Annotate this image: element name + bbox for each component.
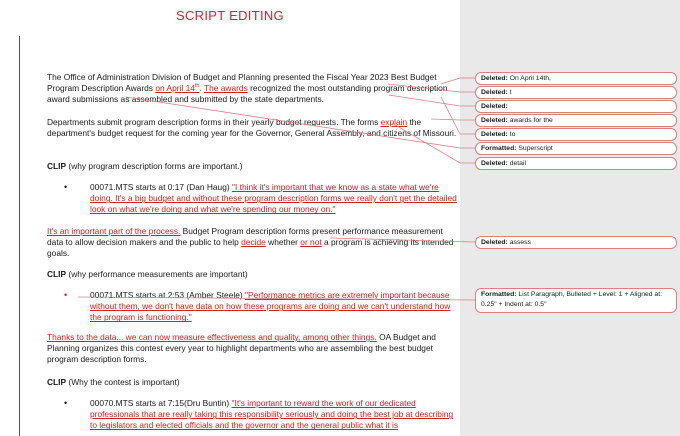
- bullet-icon: •: [64, 182, 68, 192]
- insertion-quote-dru-buntin: "It's important to reward the work of our dedicated professionals that are really taking this responsibility seriously and doing the best job at describing to legislators and elected officials and the governor and the general public what it is: [90, 398, 454, 431]
- change-bar: [19, 36, 20, 436]
- paragraph-2[interactable]: [47, 117, 459, 139]
- revision-balloon[interactable]: Deleted: awards for the: [475, 114, 677, 127]
- text-run: recognized the most outstanding program description award submissions as assembled and submitted by the state departments.: [47, 83, 448, 105]
- insertion-explain: explain: [380, 117, 408, 127]
- text-run: the department's budget request for the coming year for the Governor, General Assembly, and citizens of Missouri.: [47, 117, 457, 139]
- clip-heading-3[interactable]: CLIP (Why the contest is important): [47, 377, 180, 387]
- text-run: The: [47, 72, 64, 82]
- document-title: SCRIPT EDITING: [176, 8, 284, 23]
- insertion-quote-amber-steele: "Performance metrics are extremely important because without them, we don't have data on how these programs are doing and we can't understand how the program is functioning.": [90, 290, 451, 323]
- insertion-quote-dan-haug: "I think it's important that we know as a state what we're doing. It's a big budget and without these program description forms we really don't get the detailed look on what we're doing and what we're spending our money on.": [90, 182, 457, 215]
- bullet-item-1[interactable]: 00071.MTS starts at 0:17 (Dan Haug) "I think it's important that we know as a state what we're doing. It's a big budget and without these program description forms we really don't get the detailed look on what we're doing and what we're spending our money on.": [90, 182, 457, 215]
- revision-balloon[interactable]: Deleted: t: [475, 86, 677, 99]
- clip-heading-2[interactable]: CLIP (why performance measurements are important): [47, 269, 248, 279]
- text-run: Office of Administration Division of Budget and Planning presented the: [63, 72, 327, 82]
- paragraph-1[interactable]: [47, 72, 459, 106]
- revision-balloon[interactable]: Formatted: Superscript: [475, 142, 677, 155]
- bullet-item-2[interactable]: 00071.MTS starts at 2:53 (Amber Steele) "Performance metrics are extremely important because without them, we don't have data on how these programs are doing and we can't understand how the program is functioning.": [90, 290, 451, 323]
- bullet-icon: •: [64, 398, 68, 408]
- paragraph-4[interactable]: Thanks to the data... we can now measure effectiveness and quality, among other things. OA Budget and Planning organizes this contest every year to highlight departments who are assembling the best budget program description forms.: [47, 332, 436, 365]
- revision-balloon-formatting[interactable]: Formatted: List Paragraph, Bulleted + Level: 1 + Aligned at: 0.25" + Indent at: 0.5": [475, 288, 677, 313]
- revision-balloon[interactable]: Deleted: assess: [475, 236, 677, 249]
- insertion-decide: decide: [241, 237, 266, 248]
- insertion-or-not: or not: [300, 237, 322, 248]
- revision-balloon[interactable]: Deleted:: [475, 100, 677, 113]
- revision-balloon[interactable]: Deleted: detail: [475, 157, 677, 170]
- revision-balloon[interactable]: Deleted: On April 14th,: [475, 72, 677, 85]
- insertion-important-part: It's an important part of the process.: [47, 226, 181, 236]
- text-run: Departments submit program description forms in their yearly budget requests. The forms: [47, 117, 381, 127]
- insertion-thanks-to-data: Thanks to the data... we can now measure effectiveness and quality, among other things.: [47, 332, 377, 342]
- bullet-item-3[interactable]: 00070.MTS starts at 7:15(Dru Buntin) "It's important to reward the work of our dedicated professionals that are really taking this responsibility seriously and doing the best job at describing to legislators and elected officials and the governor and the general public what it is: [90, 398, 454, 431]
- paragraph-3[interactable]: It's an important part of the process. Budget Program description forms present performance measurement data to allow decision makers and the public to help decide whether or not a program is achieving its intended goals.: [47, 226, 454, 259]
- text-run: .: [199, 83, 204, 94]
- insertion-on-april: on April 14th: [155, 83, 200, 94]
- bullet-icon: •: [64, 290, 68, 300]
- clip-heading-1[interactable]: CLIP (why program description forms are important.): [47, 161, 243, 171]
- markup-pane: [460, 0, 680, 436]
- text-run: Fiscal Year 2023 Best Budget Program Description Awards: [47, 72, 437, 94]
- revision-balloon[interactable]: Deleted: to: [475, 128, 677, 141]
- insertion-the-awards: The awards: [204, 83, 248, 94]
